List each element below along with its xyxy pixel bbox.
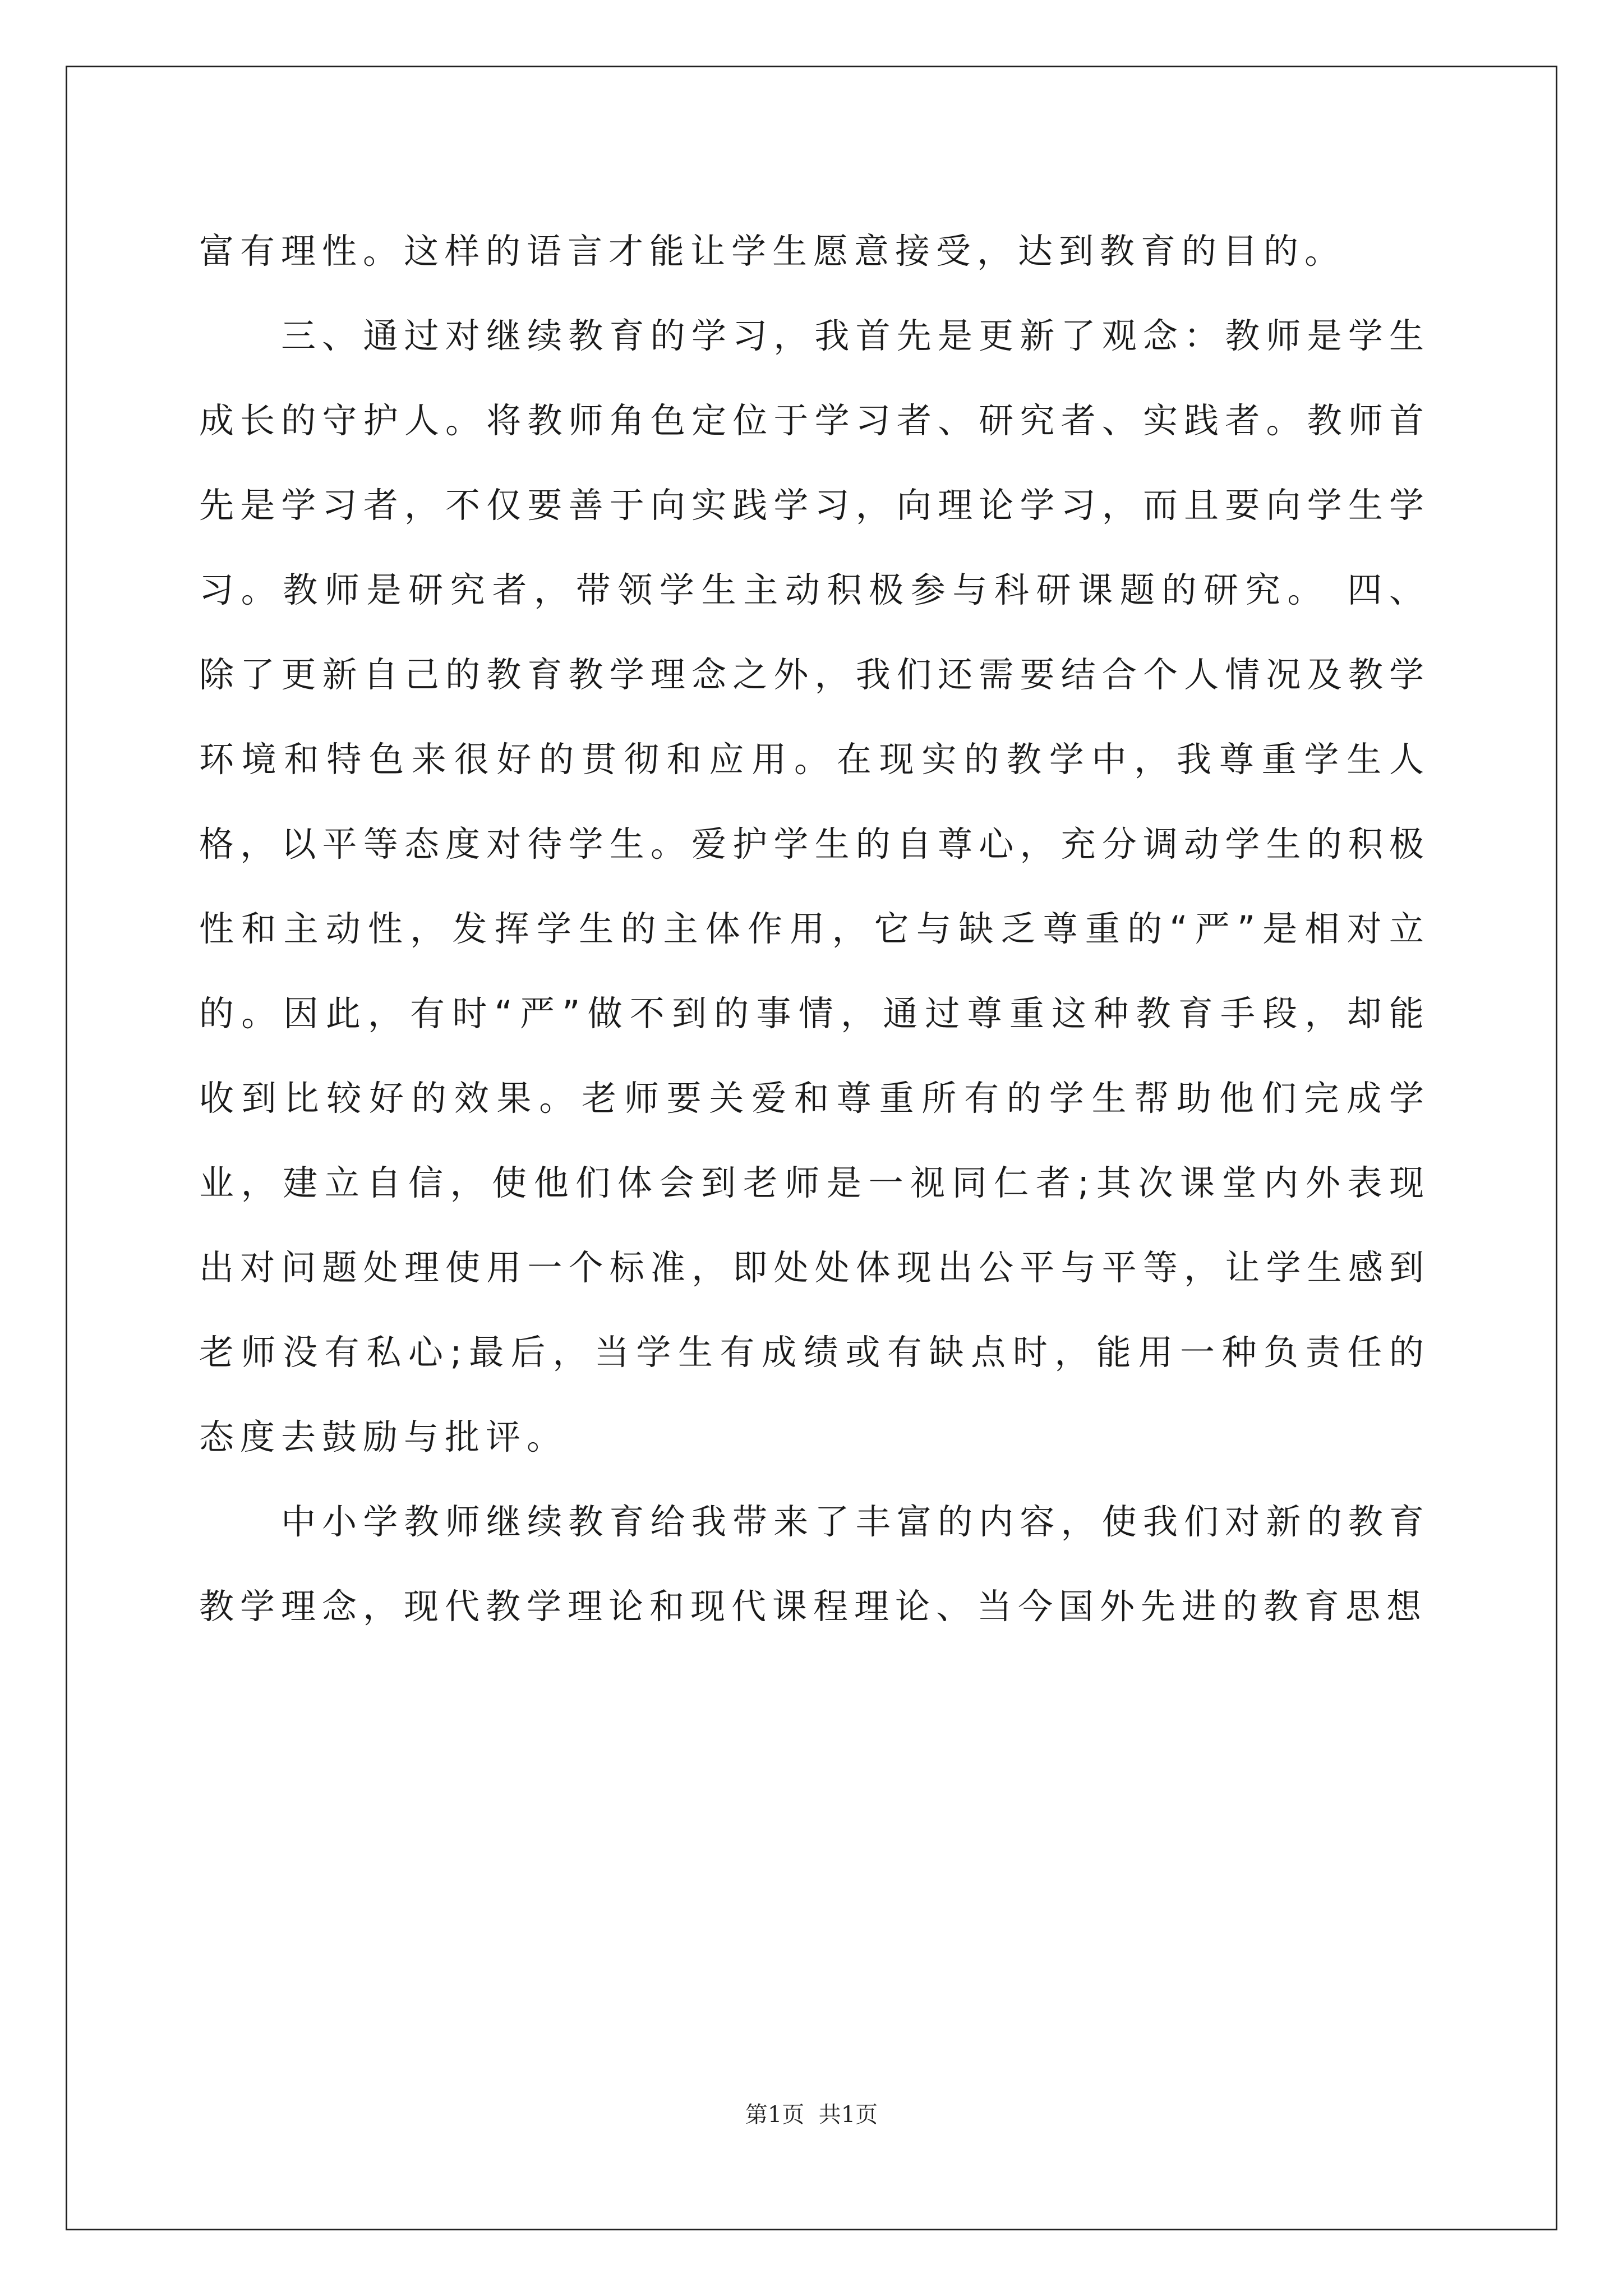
paragraph-3: 中小学教师继续教育给我带来了丰富的内容，使我们对新的教育教学理念，现代教学理论和现代课程理论、当今国外先进的教育思想 <box>199 1501 1430 1627</box>
page-number-footer: 第1页 共1页 <box>745 2102 878 2128</box>
paragraph-2: 三、通过对继续教育的学习，我首先是更新了观念：教师是学生成长的守护人。将教师角色定位于学习者、研究者、实践者。教师首先是学习者，不仅要善于向实践学习，向理论学习，而且要向学生学习。教师是研究者，带领学生主动积极参与科研课题的研究。 四、除了更新自己的教育教学理念之外，我们还需要结合个人情况及教学环境和特色来很好的贯彻和应用。在现实的教学中，我尊重学生人格，以平等态度对待学生。爱护学生的自尊心，充分调动学生的积极性和主动性，发挥学生的主体作用，它与缺乏尊重的“严”是相对立的。因此，有时“严”做不到的事情，通过尊重这种教育手段，却能收到比较好的效果。老师要关爱和尊重所有的学生帮助他们完成学业，建立自信，使他们体会到老师是一视同仁者;其次课堂内外表现出对问题处理使用一个标准，即处处体现出公平与平等，让学生感到老师没有私心;最后，当学生有成绩或有缺点时，能用一种负责任的态度去鼓励与批评。 <box>199 315 1430 1457</box>
document-body <box>199 209 1430 1649</box>
paragraph-1: 富有理性。这样的语言才能让学生愿意接受，达到教育的目的。 <box>199 231 1346 272</box>
